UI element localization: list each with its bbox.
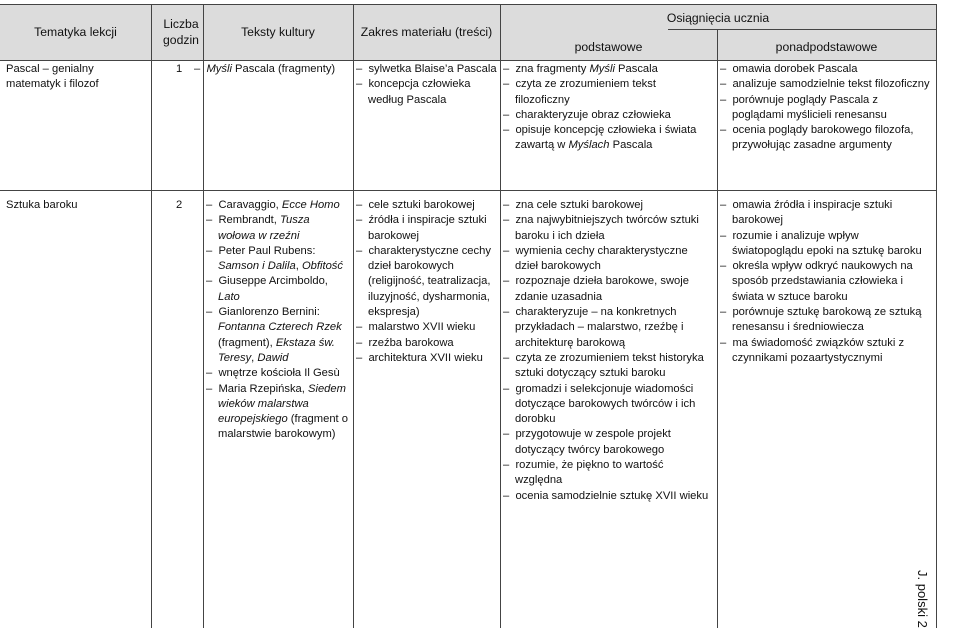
list-item: – charakteryzuje – na konkretnych przykładach – malarstwo, rzeźbę i architekturę barokową: [503, 305, 713, 351]
grid-line: [500, 4, 501, 628]
header-texts: Teksty kultury: [241, 25, 315, 39]
list-item: – czyta ze zrozumieniem tekst historyka sztuki dotyczący sztuki baroku: [503, 351, 713, 382]
grid-line: [0, 60, 936, 61]
list-item: – charakteryzuje obraz człowieka: [503, 108, 713, 123]
list-item: – omawia źródła i inspiracje sztuki barokowej: [720, 198, 932, 229]
header-achievements: Osiągnięcia ucznia: [666, 11, 770, 25]
list-item: – źródła i inspiracje sztuki barokowej: [356, 213, 499, 244]
header-topic: Tematyka lekcji: [34, 25, 117, 39]
list-item: – rozpoznaje dzieła barokowe, swoje zdanie uzasadnia: [503, 274, 713, 305]
row2-texts: [206, 198, 350, 443]
row1-scope: [356, 62, 499, 108]
list-item: – wymienia cechy charakterystyczne dzieł barokowych: [503, 244, 713, 275]
list-item: – Gianlorenzo Bernini: Fontanna Czterech Rzek (fragment), Ekstaza św. Teresy, Dawid: [206, 305, 350, 366]
list-item: – porównuje poglądy Pascala z poglądami myślicieli renesansu: [720, 93, 932, 124]
list-item: – koncepcja człowieka według Pascala: [356, 77, 499, 108]
grid-line: [0, 190, 936, 191]
list-item: – czyta ze zrozumieniem tekst filozoficzny: [503, 77, 713, 108]
grid-line: [353, 4, 354, 628]
list-item: – ocenia samodzielnie sztukę XVII wieku: [503, 489, 713, 504]
list-item: – zna najwybitniejszych twórców sztuki baroku i ich dzieła: [503, 213, 713, 244]
row2-scope: [356, 198, 499, 366]
list-item: – rzeźba barokowa: [356, 336, 499, 351]
list-item: – architektura XVII wieku: [356, 351, 499, 366]
row1-topic: Pascal – genialny matematyk i filozof: [6, 63, 99, 91]
list-item: – Giuseppe Arcimboldo, Lato: [206, 274, 350, 305]
row2-basic: [503, 198, 713, 504]
list-item: – rozumie, że piękno to wartość względna: [503, 458, 713, 489]
row2-advanced: [720, 198, 932, 366]
header-scope: Zakres materiału (treści): [360, 25, 493, 39]
list-item: – ocenia poglądy barokowego filozofa, przywołując zasadne argumenty: [720, 123, 932, 154]
list-item: – omawia dorobek Pascala: [720, 62, 932, 77]
list-item: – wnętrze kościoła Il Gesù: [206, 366, 350, 381]
list-item: – gromadzi i selekcjonuje wiadomości dotyczące barokowych twórców i ich dorobku: [503, 382, 713, 428]
list-item: – Myśli Pascala (fragmenty): [194, 62, 349, 77]
page-side-label: J. polski 2: [915, 570, 930, 628]
row1-hours: 1: [176, 63, 183, 75]
grid-line: [668, 29, 936, 30]
list-item: – przygotowuje w zespole projekt dotyczący twórcy barokowego: [503, 427, 713, 458]
list-item: – sylwetka Blaise’a Pascala: [356, 62, 499, 77]
list-item: – określa wpływ odkryć naukowych na sposób przedstawiania człowieka i świata w sztuce baroku: [720, 259, 932, 305]
list-item: – Peter Paul Rubens: Samson i Dalila, Obfitość: [206, 244, 350, 275]
list-item: – rozumie i analizuje wpływ światopoglądu epoki na sztukę baroku: [720, 229, 932, 260]
list-item: – Maria Rzepińska, Siedem wieków malarstwa europejskiego (fragment o malarstwie barokowym): [206, 382, 350, 443]
list-item: – zna cele sztuki barokowej: [503, 198, 713, 213]
grid-line: [151, 4, 152, 628]
list-item: – malarstwo XVII wieku: [356, 320, 499, 335]
list-item: – Rembrandt, Tusza wołowa w rzeźni: [206, 213, 350, 244]
grid-line: [936, 4, 937, 628]
grid-line: [203, 4, 204, 628]
grid-line: [0, 4, 936, 5]
list-item: – opisuje koncepcję człowieka i świata zawartą w Myślach Pascala: [503, 123, 713, 154]
header-advanced: ponadpodstawowe: [775, 40, 878, 54]
row2-hours: 2: [176, 199, 183, 211]
list-item: – porównuje sztukę barokową ze sztuką renesansu i średniowiecza: [720, 305, 932, 336]
list-item: – Caravaggio, Ecce Homo: [206, 198, 350, 213]
row2-topic: Sztuka baroku: [6, 199, 78, 211]
header-hours: Liczba godzin: [163, 17, 199, 47]
list-item: – analizuje samodzielnie tekst filozoficzny: [720, 77, 932, 92]
list-item: – cele sztuki barokowej: [356, 198, 499, 213]
list-item: – charakterystyczne cechy dzieł barokowych (religijność, teatralizacja, iluzyjność, dysharmonia, ekspresja): [356, 244, 499, 320]
list-item: – ma świadomość związków sztuki z czynnikami pozaartystycznymi: [720, 336, 932, 367]
list-item: – zna fragmenty Myśli Pascala: [503, 62, 713, 77]
row1-texts: [194, 62, 349, 77]
row1-advanced: [720, 62, 932, 154]
row1-basic: [503, 62, 713, 154]
grid-line: [717, 29, 718, 628]
header-basic: podstawowe: [574, 40, 643, 54]
